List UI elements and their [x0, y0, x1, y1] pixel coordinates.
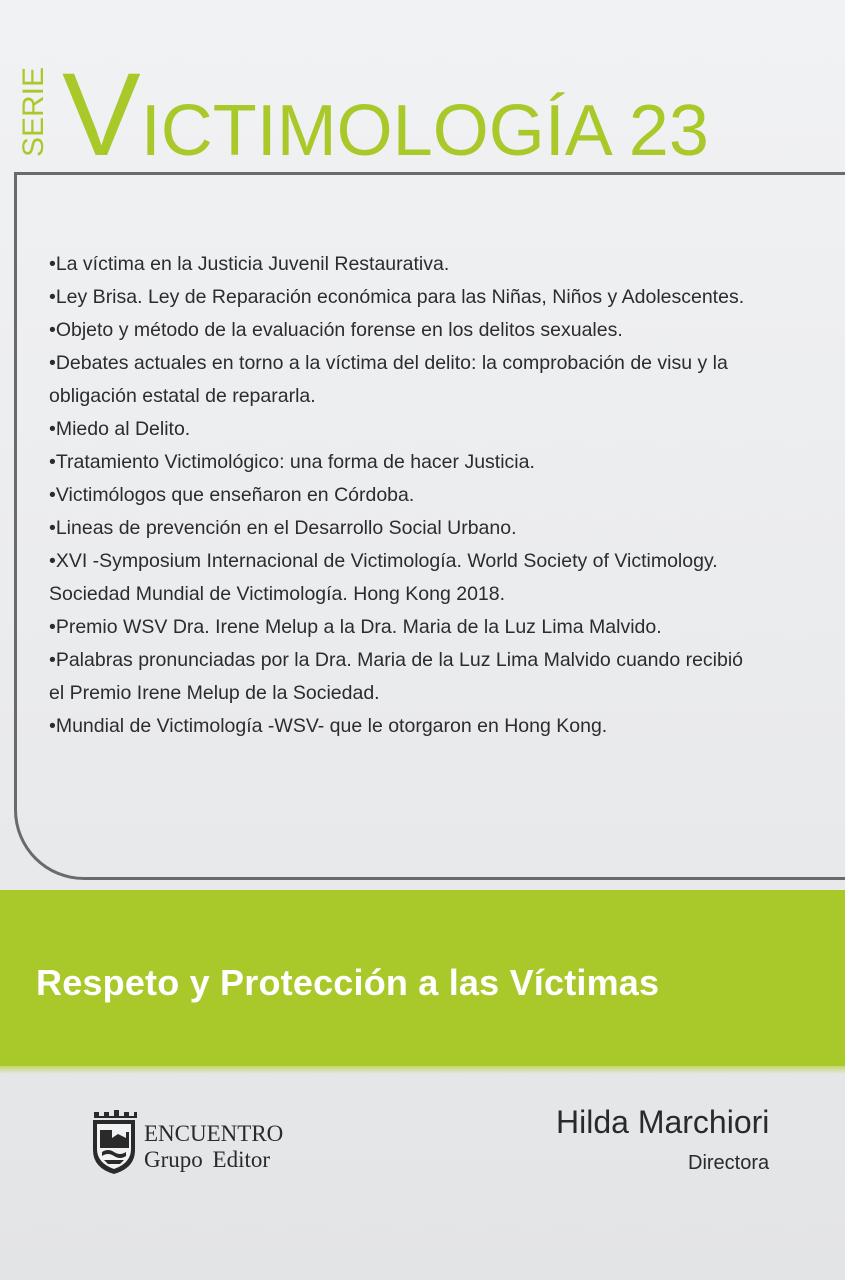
author-name: Hilda Marchiori	[556, 1104, 770, 1140]
contents-line: •Debates actuales en torno a la víctima del delito: la comprobación de visu y la	[49, 352, 728, 374]
contents-line: Sociedad Mundial de Victimología. Hong Kong 2018.	[49, 583, 506, 605]
publisher-subtitle: Grupo Editor	[144, 1147, 271, 1172]
contents-line: •La víctima en la Justicia Juvenil Restaurativa.	[49, 253, 450, 275]
contents-line: •Palabras pronunciadas por la Dra. Maria de la Luz Lima Malvido cuando recibió	[49, 649, 744, 671]
serie-text: SERIE	[17, 66, 50, 158]
author-role: Directora	[688, 1152, 770, 1174]
contents-line: •Tratamiento Victimológico: una forma de hacer Justicia.	[49, 451, 535, 473]
contents-line: •XVI -Symposium Internacional de Victimología. World Society of Victimology.	[49, 550, 718, 572]
contents-line: el Premio Irene Melup de la Sociedad.	[49, 682, 380, 704]
contents-line: •Lineas de prevención en el Desarrollo Social Urbano.	[49, 517, 517, 539]
serie-label	[14, 62, 54, 162]
cover-subtitle: Respeto y Protección a las Víctimas	[36, 962, 660, 1003]
series-title	[62, 49, 709, 181]
band-shadow	[0, 1066, 845, 1074]
contents-line: •Mundial de Victimología -WSV- que le otorgaron en Hong Kong.	[49, 715, 608, 737]
contents-line: •Premio WSV Dra. Irene Melup a la Dra. Maria de la Luz Lima Malvido.	[49, 616, 662, 638]
castle-crest-icon	[90, 1108, 138, 1176]
contents-list	[49, 248, 829, 743]
contents-line: •Miedo al Delito.	[49, 418, 191, 440]
publisher-logo	[90, 1108, 320, 1182]
contents-line: •Objeto y método de la evaluación forense en los delitos sexuales.	[49, 319, 623, 341]
contents-line: •Victimólogos que enseñaron en Córdoba.	[49, 484, 415, 506]
publisher-name: ENCUENTRO	[144, 1121, 284, 1146]
contents-line: •Ley Brisa. Ley de Reparación económica para las Niñas, Niños y Adolescentes.	[49, 286, 745, 308]
contents-line: obligación estatal de repararla.	[49, 385, 316, 407]
series-title-initial: V	[62, 49, 141, 181]
series-title-rest: ICTIMOLOGÍA 23	[140, 91, 709, 171]
